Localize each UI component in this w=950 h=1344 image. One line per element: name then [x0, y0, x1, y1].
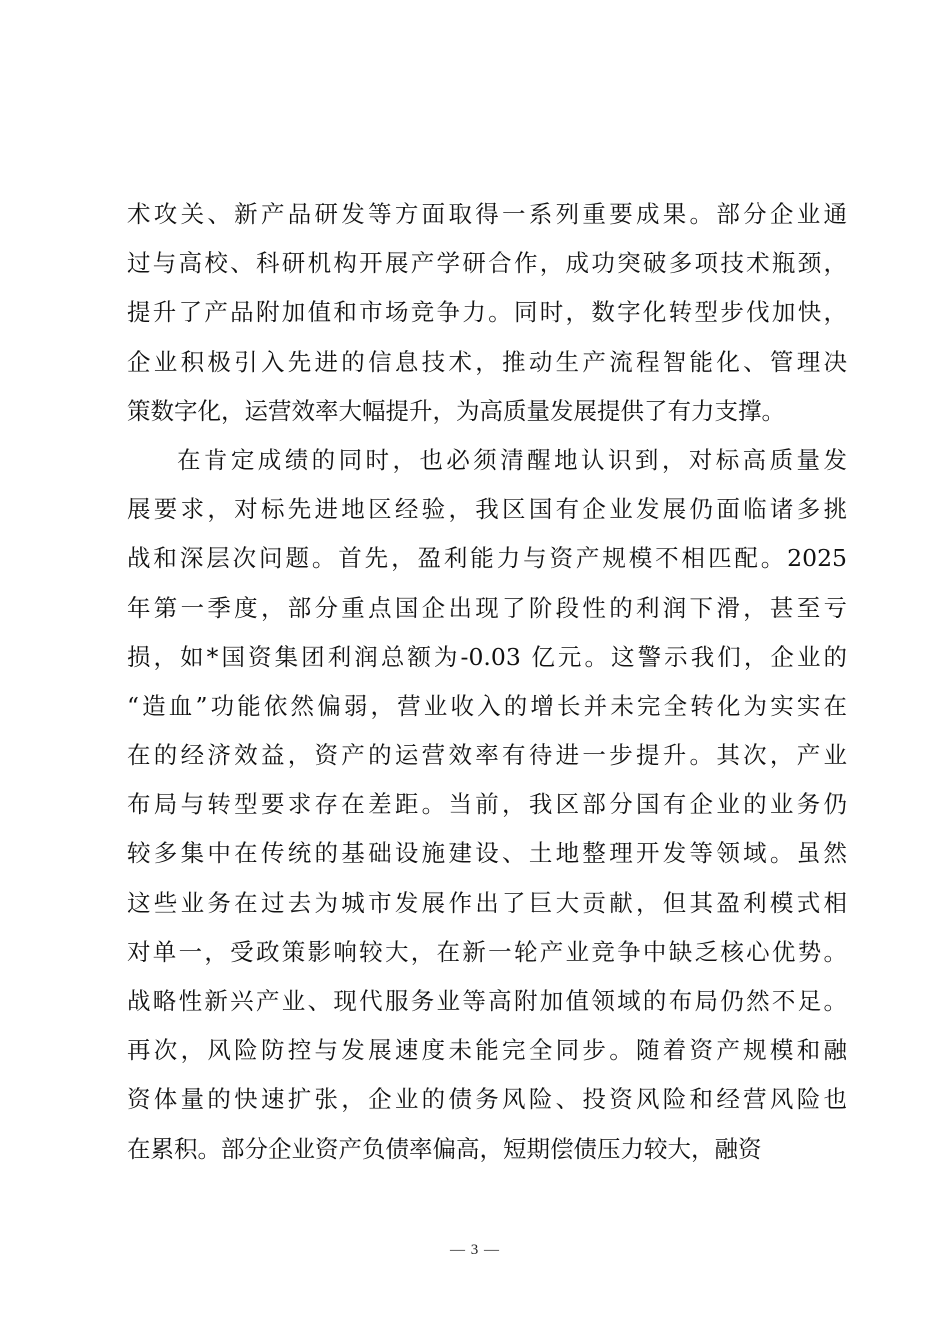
text-line: 对单一，受政策影响较大，在新一轮产业竞争中缺乏核心优势。 [127, 937, 847, 966]
text-line: 企业积极引入先进的信息技术，推动生产流程智能化、管理决 [127, 347, 847, 376]
text-line: 过与高校、科研机构开展产学研合作，成功突破多项技术瓶颈， [127, 249, 847, 278]
text-line: 展要求，对标先进地区经验，我区国有企业发展仍面临诸多挑 [127, 495, 847, 524]
text-line: “造血”功能依然偏弱，营业收入的增长并未完全转化为实实在 [127, 691, 847, 720]
text-line: 这些业务在过去为城市发展作出了巨大贡献，但其盈利模式相 [127, 888, 847, 917]
text-line: 战和深层次问题。首先，盈利能力与资产规模不相匹配。2025 [127, 544, 847, 573]
text-line: 较多集中在传统的基础设施建设、土地整理开发等领域。虽然 [127, 839, 847, 868]
text-line: 提升了产品附加值和市场竞争力。同时，数字化转型步伐加快， [127, 298, 847, 327]
paragraph-2 [127, 436, 847, 1174]
text-line: 损，如*国资集团利润总额为-0.03 亿元。这警示我们，企业的 [127, 642, 847, 671]
text-line: 年第一季度，部分重点国企出现了阶段性的利润下滑，甚至亏 [127, 593, 847, 622]
text-line: 术攻关、新产品研发等方面取得一系列重要成果。部分企业通 [127, 200, 847, 228]
text-line: 布局与转型要求存在差距。当前，我区部分国有企业的业务仍 [127, 790, 847, 819]
text-line: 再次，风险防控与发展速度未能完全同步。随着资产规模和融 [127, 1036, 847, 1065]
text-line: 战略性新兴产业、现代服务业等高附加值领域的布局仍然不足。 [127, 987, 847, 1015]
document-body [127, 190, 847, 1174]
page-number: — 3 — [450, 1242, 500, 1258]
text-line: 在累积。部分企业资产负债率偏高，短期偿债压力较大，融资 [127, 1134, 762, 1163]
text-line: 策数字化，运营效率大幅提升，为高质量发展提供了有力支撑。 [127, 396, 785, 425]
text-line: 资体量的快速扩张，企业的债务风险、投资风险和经营风险也 [127, 1085, 847, 1114]
text-line: 在的经济效益，资产的运营效率有待进一步提升。其次，产业 [127, 741, 847, 770]
text-line: 在肯定成绩的同时，也必须清醒地认识到，对标高质量发 [177, 445, 847, 474]
paragraph-1 [127, 190, 847, 436]
